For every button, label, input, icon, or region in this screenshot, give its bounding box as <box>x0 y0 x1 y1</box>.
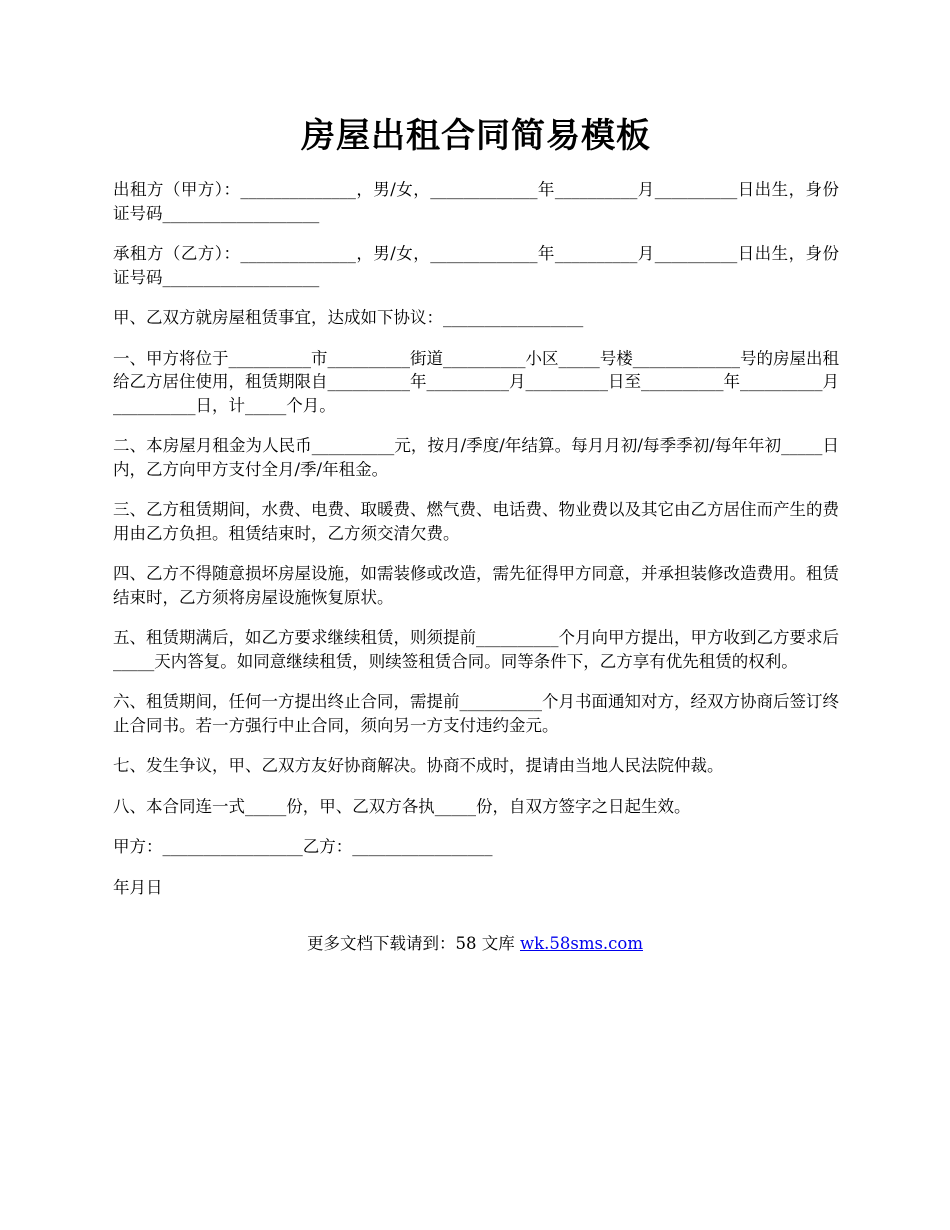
footer-link[interactable]: wk.58sms.com <box>519 934 643 953</box>
clause-7: 七、发生争议，甲、乙双方友好协商解决。协商不成时，提请由当地人民法院仲裁。 <box>113 756 724 775</box>
signature-line: 甲方：_________________乙方：_________________ <box>113 837 493 856</box>
date-line: 年月日 <box>113 877 163 897</box>
clause-2: 二、本房屋月租金为人民币__________元，按月/季度/年结算。每月月初/每季季初/每年年初_____日内，乙方向甲方支付全月/季/年租金。 <box>113 436 839 479</box>
clause-3: 三、乙方租赁期间，水费、电费、取暖费、燃气费、电话费、物业费以及其它由乙方居住而产生的费用由乙方负担。租赁结束时，乙方须交清欠费。 <box>113 500 839 543</box>
document-title: 房屋出租合同简易模板 <box>301 116 651 156</box>
footer <box>0 932 950 956</box>
party-a-info: 出租方（甲方）：______________，男/女，_____________年__________月__________日出生，身份证号码___________________ <box>113 180 839 223</box>
agreement-intro: 甲、乙双方就房屋租赁事宜，达成如下协议：_________________ <box>113 308 584 327</box>
party-b-info: 承租方（乙方）：______________，男/女，_____________年__________月__________日出生，身份证号码___________________ <box>113 244 839 287</box>
clause-1: 一、甲方将位于__________市__________街道__________小区_____号楼_____________号的房屋出租给乙方居住使用，租赁期限自__________年__________月__________日至__________年__________月__________日，计_____个月。 <box>113 348 839 415</box>
clause-8: 八、本合同连一式_____份，甲、乙双方各执_____份，自双方签字之日起生效。 <box>113 796 691 816</box>
clause-5: 五、租赁期满后，如乙方要求继续租赁，则须提前__________个月向甲方提出，甲方收到乙方要求后_____天内答复。如同意继续租赁，则续签租赁合同。同等条件下，乙方享有优先租赁的权利。 <box>113 628 839 671</box>
footer-text: 更多文档下载请到：58 文库 <box>306 934 520 953</box>
clause-6: 六、租赁期间，任何一方提出终止合同，需提前__________个月书面通知对方，经双方协商后签订终止合同书。若一方强行中止合同，须向另一方支付违约金元。 <box>113 692 839 735</box>
document-page <box>113 0 839 899</box>
clause-4: 四、乙方不得随意损坏房屋设施，如需装修或改造，需先征得甲方同意，并承担装修改造费用。租赁结束时，乙方须将房屋设施恢复原状。 <box>113 564 839 607</box>
